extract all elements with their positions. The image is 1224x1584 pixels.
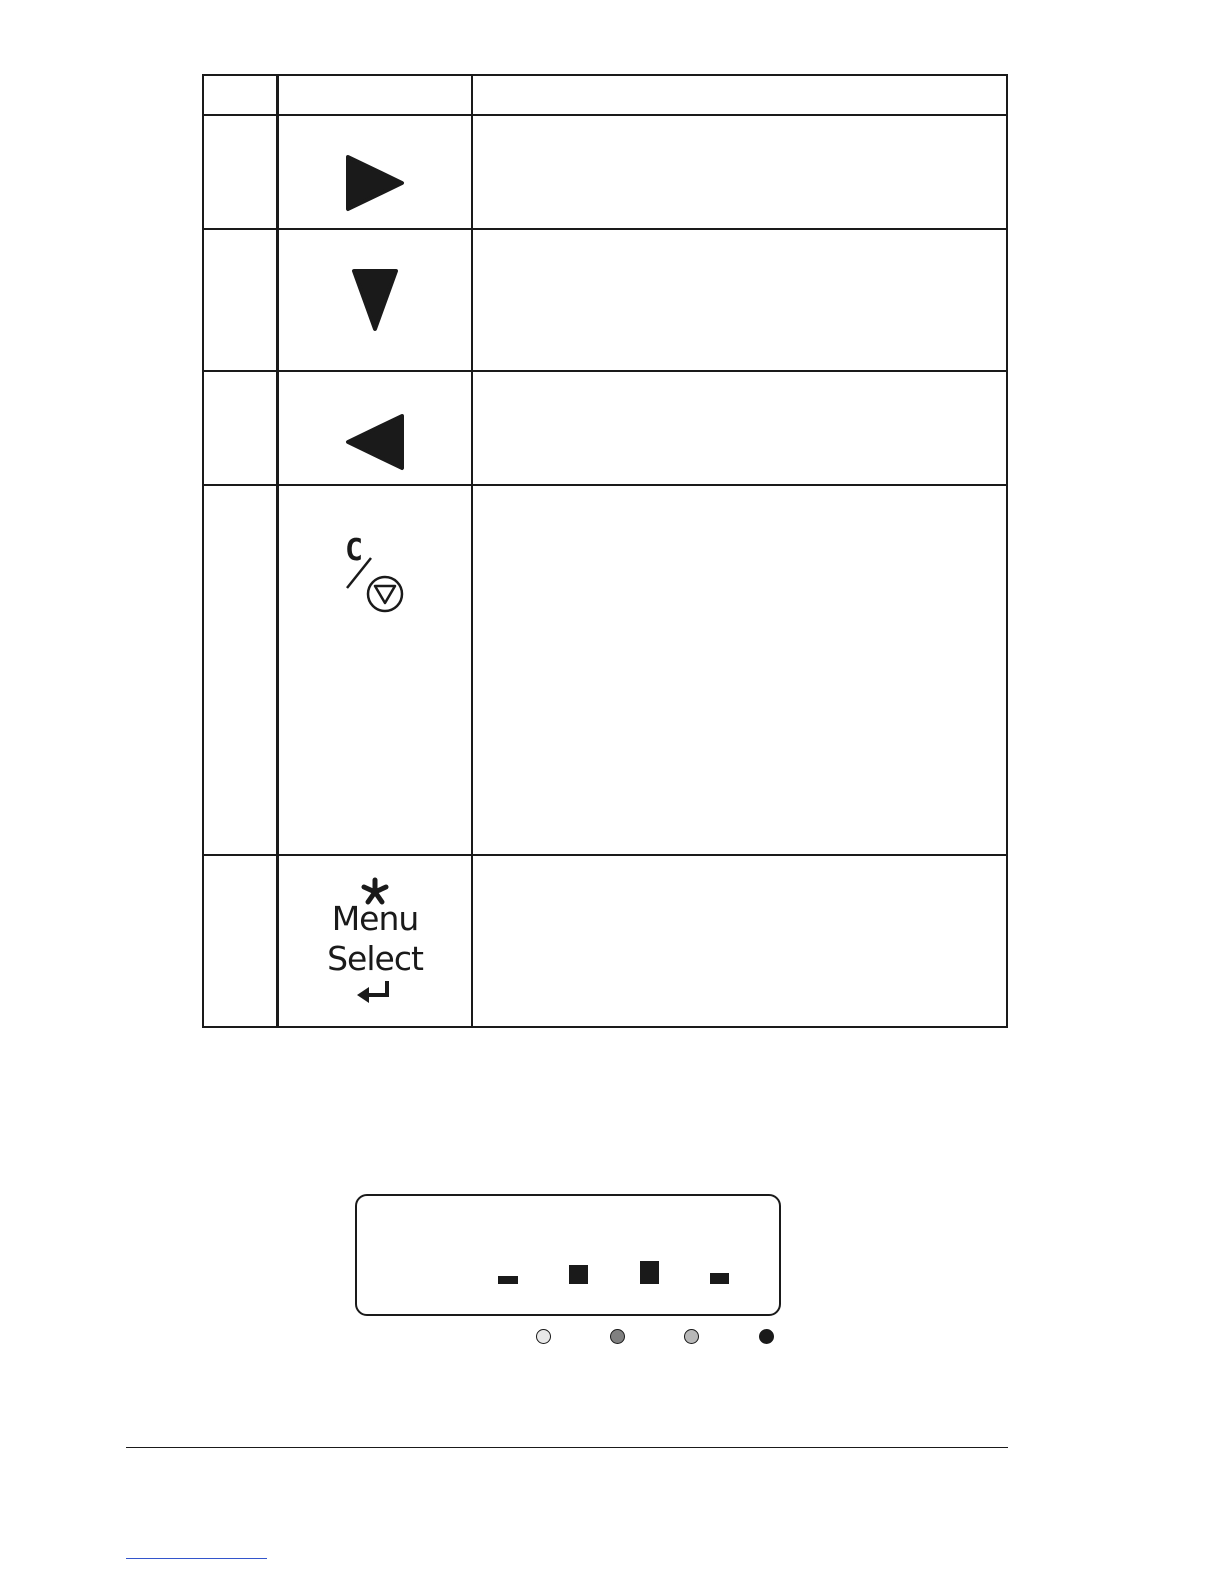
header-number [203, 75, 278, 115]
left-arrow-icon [340, 412, 410, 472]
function-cell [472, 485, 1007, 855]
cancel-letter: C [345, 534, 364, 568]
row-number-cell [203, 485, 278, 855]
menu-label: Menu [331, 899, 419, 938]
table-row [203, 485, 1007, 855]
lcd-display [355, 1194, 781, 1316]
footer-divider [126, 1447, 1008, 1448]
key-cell [278, 115, 473, 229]
function-cell [472, 371, 1007, 485]
row-number-cell [203, 115, 278, 229]
function-cell [472, 855, 1007, 1027]
toner-level-bar [569, 1265, 588, 1284]
header-function [472, 75, 1007, 115]
table-row [203, 229, 1007, 371]
select-label: Select [327, 939, 423, 978]
row-number-cell [203, 855, 278, 1027]
enter-arrow-icon [355, 979, 395, 1005]
key-cell [278, 485, 473, 855]
key-cell [278, 229, 473, 371]
key-cell [278, 855, 473, 1027]
table-row [203, 371, 1007, 485]
function-cell [472, 229, 1007, 371]
header-key [278, 75, 473, 115]
row-number-cell [203, 371, 278, 485]
toner-level-bar [498, 1276, 518, 1284]
toner-indicator-led [610, 1329, 625, 1344]
key-cell [278, 371, 473, 485]
toner-level-bar [710, 1273, 729, 1284]
table-row [203, 115, 1007, 229]
toner-indicator-led [536, 1329, 551, 1344]
function-cell [472, 115, 1007, 229]
down-arrow-icon [350, 267, 400, 333]
toner-indicator-led [759, 1329, 774, 1344]
right-arrow-icon [340, 153, 410, 213]
control-panel-key-table [202, 74, 1008, 1028]
table-header-row [203, 75, 1007, 115]
table-row [203, 855, 1007, 1027]
footer-link-underline [126, 1558, 267, 1559]
row-number-cell [203, 229, 278, 371]
toner-indicator-led [684, 1329, 699, 1344]
toner-level-bar [640, 1261, 659, 1284]
cancel-icon [335, 534, 415, 614]
menu-select-icon [327, 877, 423, 1005]
